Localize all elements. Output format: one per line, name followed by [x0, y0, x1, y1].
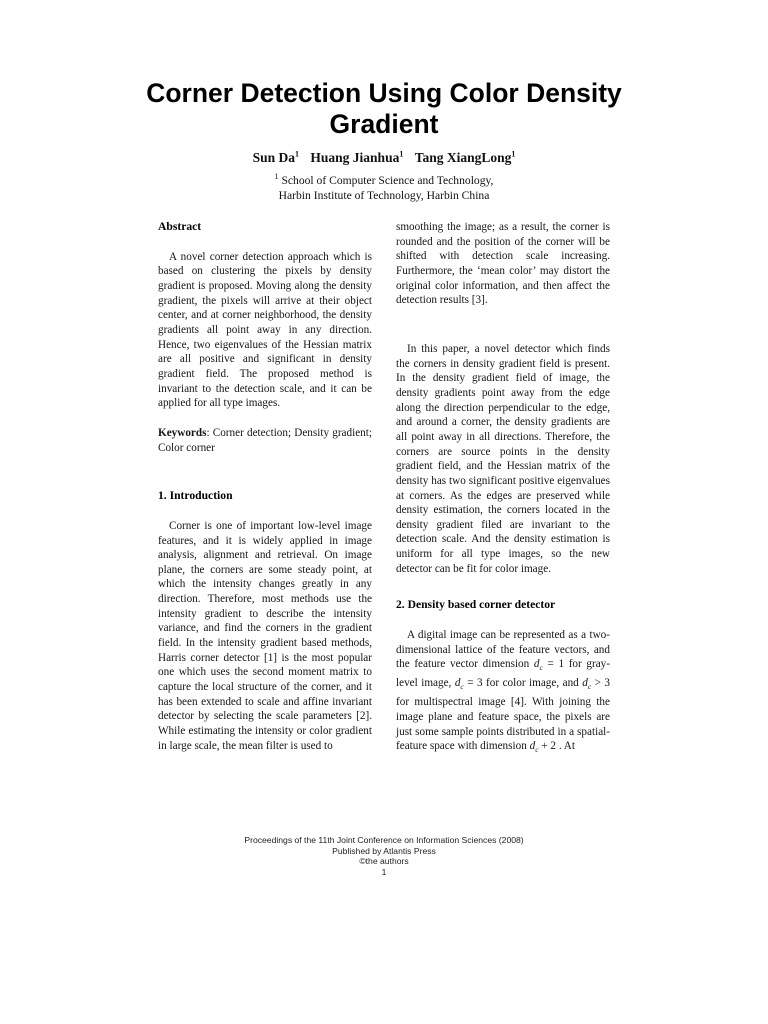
keywords — [158, 426, 372, 455]
author-name: Sun Da — [252, 150, 296, 165]
author-affil-mark: 1 — [511, 149, 516, 159]
keywords-label: Keywords — [158, 426, 207, 439]
introduction-heading: 1. Introduction — [158, 489, 233, 503]
introduction-paragraph-1: Corner is one of important low-level image features, and it is widely applied in image analysis, alignment and retrieval. On image plane, the corners are some steady point, at which the intensity changes greatly in any direction. Therefore, most methods use the intensity gradient to describe the intensity variance, and find the corners in the gradient field. In the intensity gradient based methods, Harris corner detector [1] is the most popular one which uses the second moment matrix to capture the local structure of the corner, and it has been extended to scale and affine invariant detector by selecting the scale parameters [2]. While estimating the intensity or color gradient in large scale, the mean filter is used to — [158, 519, 372, 752]
footer-publisher: Published by Atlantis Press — [332, 845, 436, 856]
right-column — [396, 220, 610, 758]
affiliation-line-1 — [0, 173, 768, 188]
math-dc-equals-1: $d_c = 1$ — [533, 658, 565, 673]
affiliation-mark: 1 — [274, 172, 279, 182]
author — [310, 150, 403, 165]
author — [415, 150, 516, 165]
title-line-2: Gradient — [329, 109, 439, 139]
author-name: Tang XiangLong — [414, 150, 512, 165]
section-2-text-4: for multispectral image [4]. With joining the image plane and feature space, the pixels are just some sample points distributed in a spatial-feature space with dimension — [396, 696, 610, 753]
section-2-text-2: for gray-level image, — [396, 658, 610, 690]
abstract-heading: Abstract — [158, 220, 202, 233]
author-affil-mark: 1 — [295, 149, 300, 159]
affiliation-line-2: Harbin Institute of Technology, Harbin China — [278, 189, 490, 202]
section-2-text-3: for color image, and — [482, 677, 583, 690]
math-dc-plus-2: $d_c + 2$ — [529, 740, 557, 755]
section-2-paragraph — [396, 628, 610, 758]
footer-proceedings: Proceedings of the 11th Joint Conference on Information Sciences (2008) — [244, 835, 524, 845]
math-dc-equals-3: $d_c = 3$ — [454, 677, 483, 692]
footer-copyright: ©the authors — [359, 856, 409, 867]
section-2-text-5: . At — [556, 740, 575, 753]
page-number: 1 — [381, 867, 387, 878]
introduction-paragraph-2: In this paper, a novel detector which finds the corners in density gradient field is present. In the density gradient field of image, the density gradients point away from the edge along the direction perpendicular to the edge, and around a corner, the density gradients are all point away in all directions. Therefore, the corners are source points in the density gradient field, and the Hessian matrix of the density has two significant positive eigenvalues at corners. As the edges are preserved while density estimation, the corners located in the density gradient filed are invariant to the detection scale. And the density estimation is uniform for all type images, so the new detector can be fit for color image. — [396, 342, 610, 575]
author-list — [0, 149, 768, 167]
section-2-text-1: A digital image can be represented as a two-dimensional lattice of the feature vectors, and the feature vector dimension — [396, 629, 610, 671]
section-2-heading: 2. Density based corner detector — [396, 598, 556, 612]
math-dc-greater-3: $d_c > 3$ — [582, 677, 611, 692]
paper-title — [0, 78, 768, 140]
abstract-text: A novel corner detection approach which is based on clustering the pixels by density gradient is proposed. Moving along the density gradient, the pixels will arrive at their object center, and at corner neighborhood, the density gradients all point away in any direction. Hence, two eigenvalues of the Hessian matrix are all positive and significant in density gradient field. The proposed method is invariant to the detection scale, and it can be applied for all type images. — [158, 250, 372, 410]
author-name: Huang Jianhua — [310, 150, 400, 165]
page-footer — [0, 835, 768, 878]
keywords-text: : Corner detection; Density gradient; Color corner — [158, 426, 372, 454]
affiliation — [0, 173, 768, 203]
affiliation-text-1: School of Computer Science and Technology, — [281, 174, 494, 187]
author-affil-mark: 1 — [399, 149, 404, 159]
author — [253, 150, 299, 165]
title-line-1: Corner Detection Using Color Density — [146, 78, 622, 108]
left-column — [158, 220, 372, 753]
introduction-paragraph-1-continued: smoothing the image; as a result, the corner is rounded and the position of the corner will be shifted with detection scale increasing. Furthermore, the ‘mean color’ may distort the original color information, and then affect the detection results [3]. — [396, 221, 610, 307]
